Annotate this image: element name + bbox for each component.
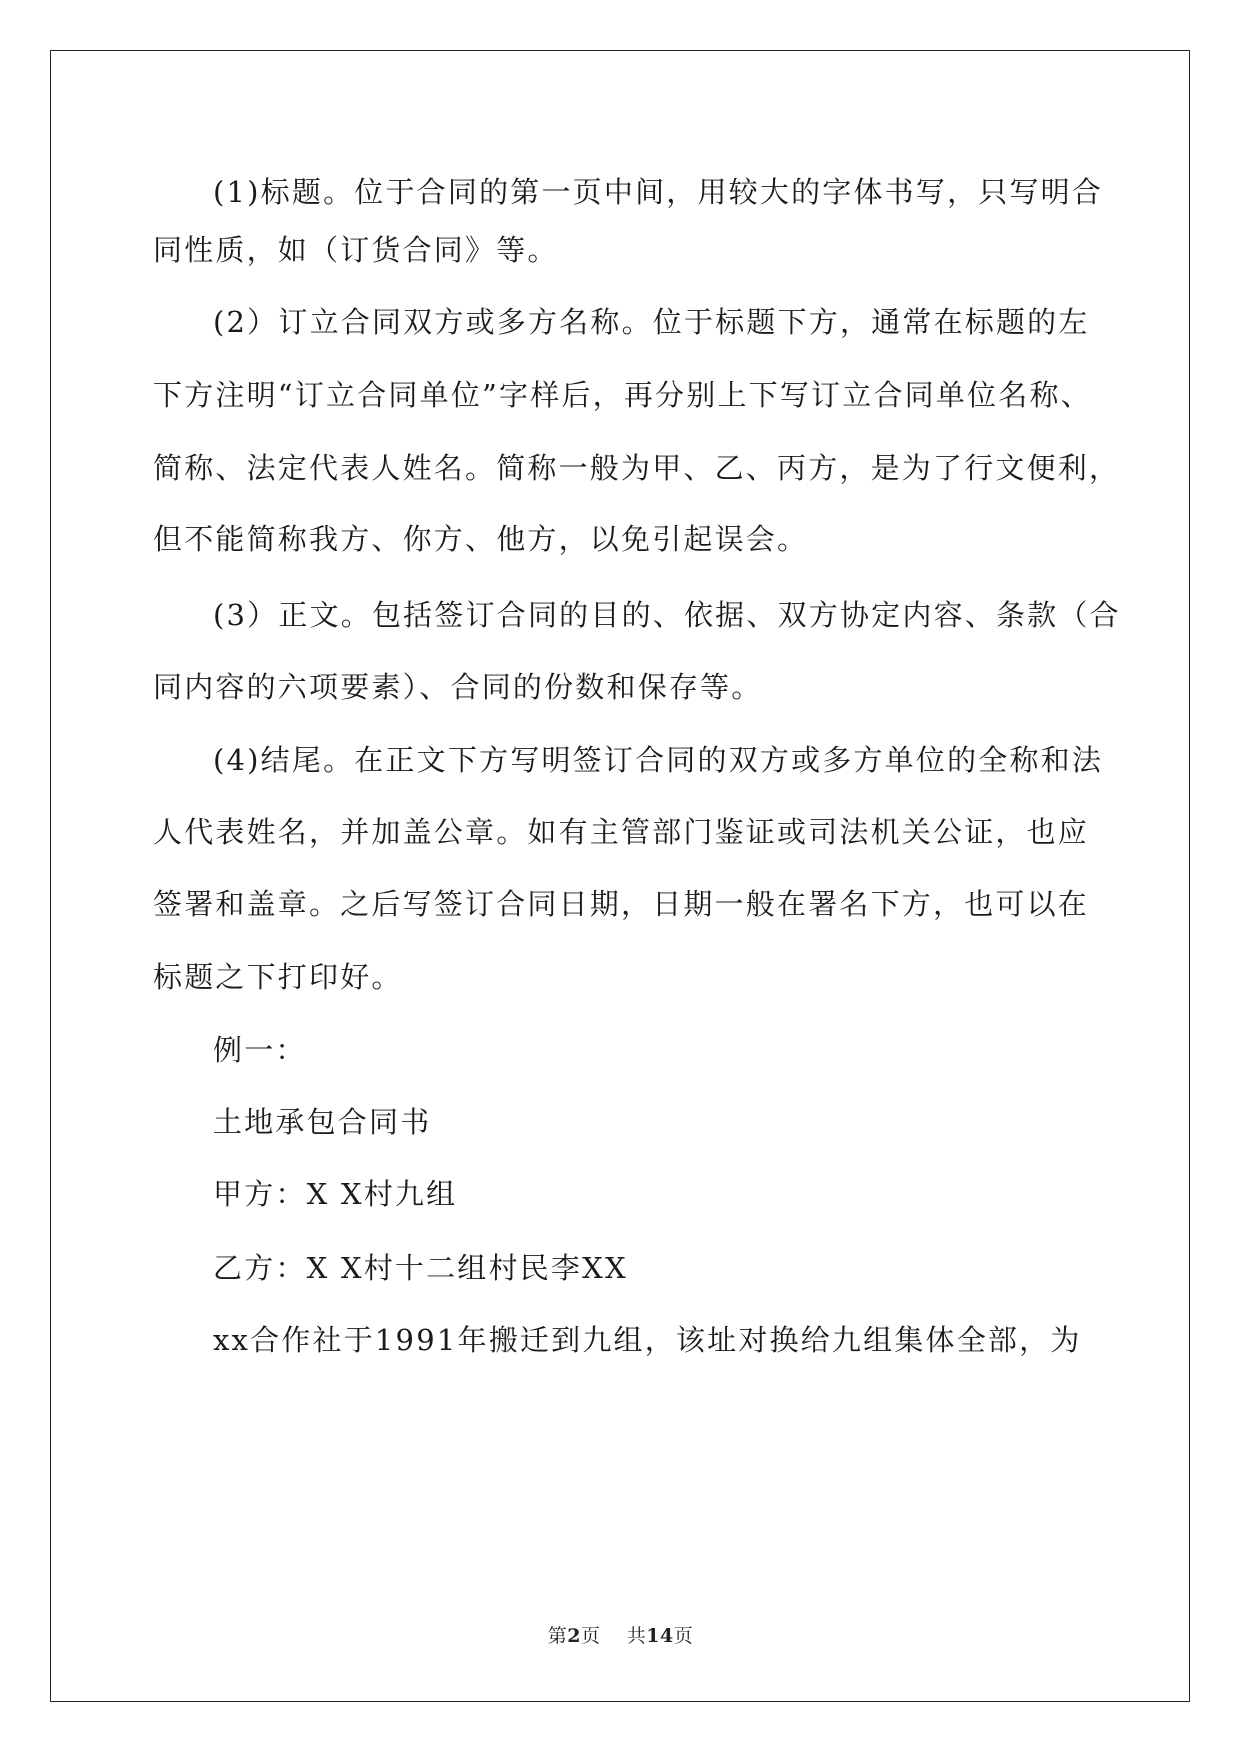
party-a: 甲方：X X村九组	[213, 1177, 458, 1211]
footer-total-prefix: 共	[626, 1625, 647, 1647]
paragraph-3-line-1: (3）正文。包括签订合同的目的、依据、双方协定内容、条款（合	[213, 598, 1121, 632]
page-border	[50, 50, 1190, 1702]
paragraph-2-line-1: (2）订立合同双方或多方名称。位于标题下方，通常在标题的左	[213, 305, 1090, 339]
paragraph-1-line-2: 同性质，如（订货合同》等。	[153, 233, 559, 267]
paragraph-4-line-3: 签署和盖章。之后写签订合同日期，日期一般在署名下方，也可以在	[153, 887, 1090, 921]
contract-body-line-1: xx合作社于1991年搬迁到九组，该址对换给九组集体全部，为	[213, 1323, 1082, 1357]
contract-title: 土地承包合同书	[213, 1105, 432, 1139]
footer-page-suffix: 页	[581, 1625, 601, 1647]
example-heading: 例一：	[213, 1033, 307, 1067]
page-footer	[0, 1621, 1241, 1648]
footer-total-suffix: 页	[673, 1625, 694, 1647]
party-b: 乙方：X X村十二组村民李XX	[213, 1251, 628, 1285]
paragraph-4-line-2: 人代表姓名，并加盖公章。如有主管部门鉴证或司法机关公证，也应	[153, 815, 1090, 849]
paragraph-2-line-3: 简称、法定代表人姓名。简称一般为甲、乙、丙方，是为了行文便利，	[153, 451, 1121, 485]
paragraph-2-line-2: 下方注明“订立合同单位”字样后，再分别上下写订立合同单位名称、	[153, 378, 1092, 412]
footer-total-pages: 14	[646, 1625, 674, 1647]
paragraph-3-line-2: 同内容的六项要素）、合同的份数和保存等。	[153, 670, 763, 704]
footer-page-number: 2	[567, 1625, 582, 1647]
paragraph-4-line-1: (4)结尾。在正文下方写明签订合同的双方或多方单位的全称和法	[213, 743, 1104, 777]
paragraph-2-line-4: 但不能简称我方、你方、他方，以免引起误会。	[153, 522, 809, 556]
paragraph-1-line-1: (1)标题。位于合同的第一页中间，用较大的字体书写，只写明合	[213, 175, 1104, 209]
paragraph-4-line-4: 标题之下打印好。	[153, 960, 403, 994]
footer-page-prefix: 第	[547, 1625, 568, 1647]
